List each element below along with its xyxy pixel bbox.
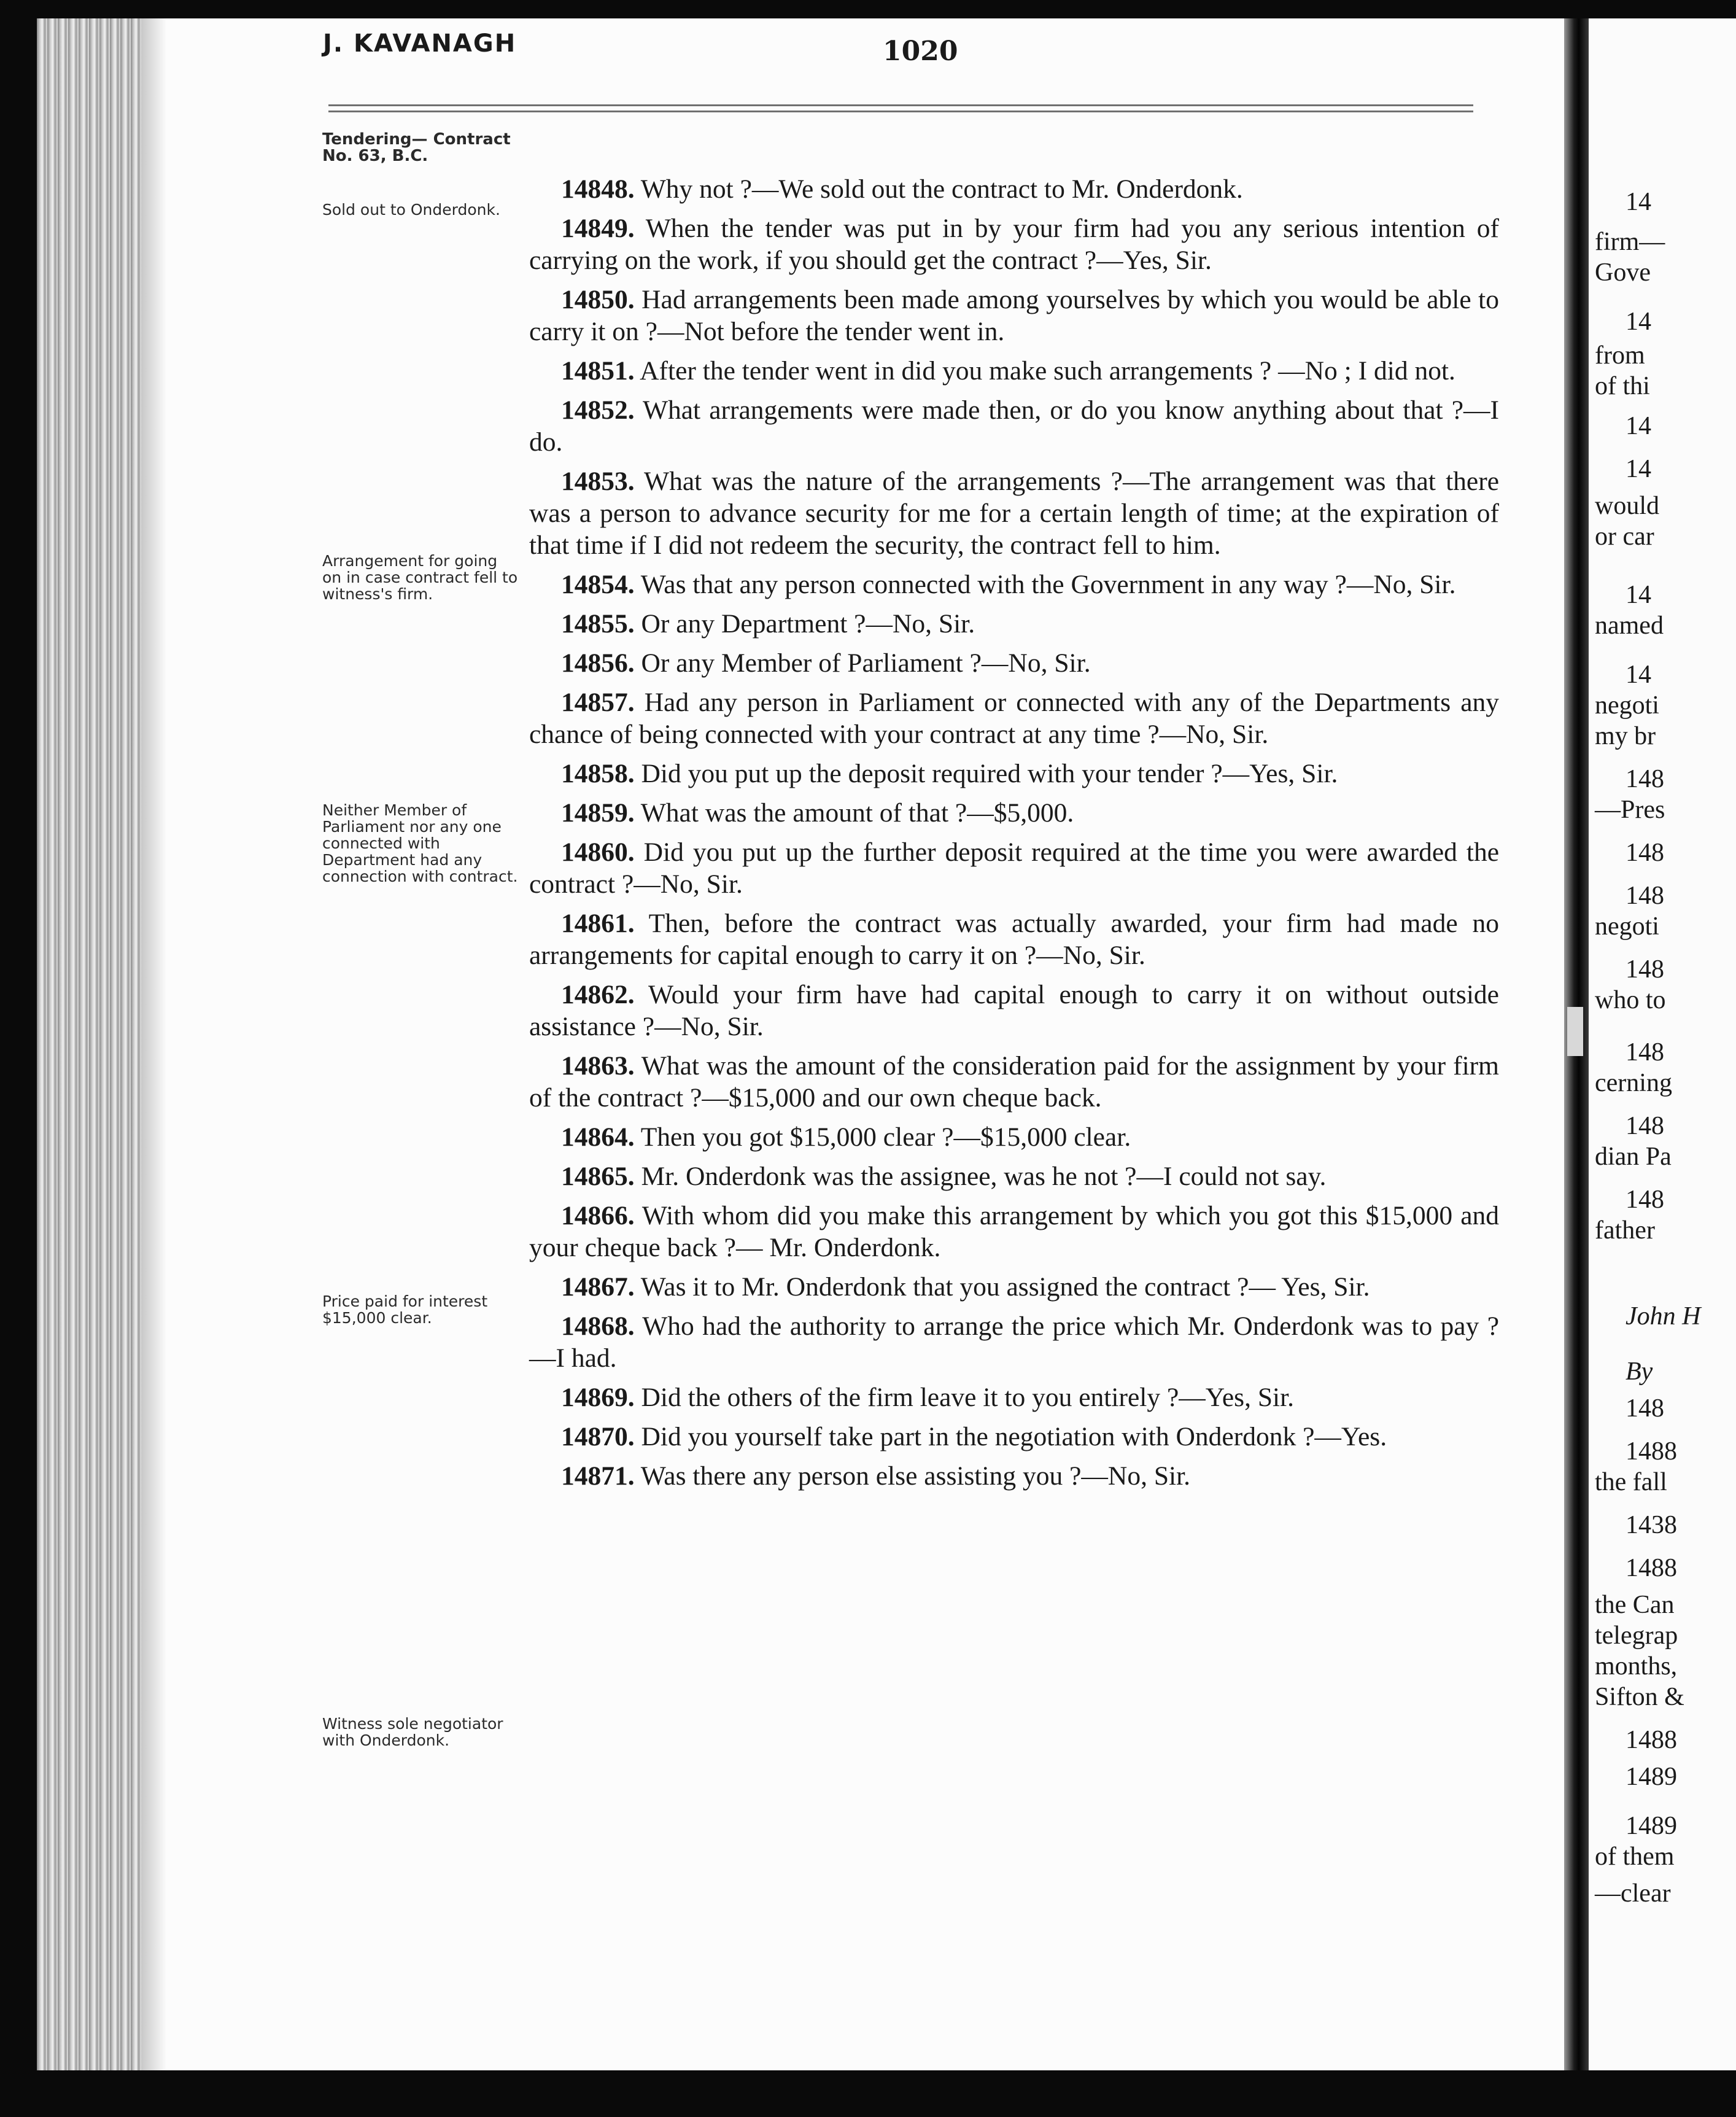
question-paragraph [529,836,1499,900]
facing-page-fragment: the fall [1595,1468,1667,1496]
question-text: With whom did you make this arrangement by which you got this $15,000 and your cheque back ?— Mr. Onderdonk. [529,1201,1499,1262]
question-paragraph [529,686,1499,750]
facing-page-fragment: who to [1595,986,1666,1014]
question-text: Or any Department ?—No, Sir. [641,609,975,639]
question-text: Did you put up the further deposit required at the time you were awarded the contract ?—No, Sir. [529,837,1499,899]
question-paragraph [529,1050,1499,1114]
running-head: J. KAVANAGH [323,29,517,58]
facing-page-fragment: negoti [1595,691,1659,720]
facing-page-fragment: —clear [1595,1879,1671,1908]
facing-page-fragment: 148 [1626,882,1664,910]
facing-page-fragment: 148 [1626,765,1664,793]
facing-page-fragment: 14 [1626,661,1651,689]
facing-page-fragment: 1488 [1626,1726,1677,1754]
gutter-highlight [1567,1007,1583,1056]
facing-page-fragment: 14 [1626,412,1651,440]
facing-page [1589,18,1736,2070]
facing-page-fragment: the Can [1595,1591,1675,1619]
question-text: Would your firm have had capital enough to carry it on without outside assistance ?—No, Sir. [529,980,1499,1041]
question-paragraph [529,355,1499,387]
question-number: 14870. [561,1422,635,1451]
page-edges [37,18,141,2070]
question-text: Did you put up the deposit required with your tender ?—Yes, Sir. [641,759,1338,788]
side-note-sole-negotiator: Witness sole negotiator with Onderdonk. [322,1715,503,1749]
side-note-price-paid: Price paid for interest $15,000 clear. [322,1292,488,1327]
question-paragraph [529,608,1499,640]
question-paragraph [529,1381,1499,1413]
question-number: 14865. [561,1162,635,1191]
question-number: 14850. [561,285,635,314]
facing-page-fragment: 14 [1626,455,1651,483]
question-text: What was the amount of the consideration paid for the assignment by your firm of the contract ?—$15,000 and our own cheque back. [529,1051,1499,1113]
question-text: Was there any person else assisting you ?—No, Sir. [640,1461,1191,1491]
facing-page-fragment: 14 [1626,308,1651,336]
question-number: 14856. [561,648,635,678]
question-text: Why not ?—We sold out the contract to Mr. Onderdonk. [640,174,1243,204]
scan-border-bottom [0,2070,1736,2117]
question-text: After the tender went in did you make such arrangements ? —No ; I did not. [640,356,1455,386]
question-number: 14863. [561,1051,635,1081]
facing-page-fragment: of thi [1595,372,1650,400]
header-rule-secondary [328,111,1473,112]
question-text: Mr. Onderdonk was the assignee, was he not ?—I could not say. [641,1162,1327,1191]
question-paragraph [529,1421,1499,1453]
question-text: What was the nature of the arrangements ?—The arrangement was that there was a person to advance security for me for a certain length of time; at the expiration of that time if I did not redeem the security, the contract fell to him. [529,467,1500,560]
question-paragraph [529,1310,1499,1374]
question-number: 14866. [561,1201,635,1230]
side-note-sold-out: Sold out to Onderdonk. [322,201,500,219]
question-paragraph [529,797,1499,829]
facing-page-fragment: cerning [1595,1069,1672,1097]
facing-page-fragment: 1489 [1626,1763,1677,1791]
question-number: 14871. [561,1461,635,1491]
question-number: 14864. [561,1122,635,1152]
header-rule [328,104,1473,106]
facing-page-fragment: from [1595,341,1645,370]
question-paragraph [529,758,1499,790]
question-number: 14853. [561,467,635,496]
question-number: 14860. [561,837,635,867]
question-number: 14849. [561,214,635,243]
question-paragraph [529,284,1499,348]
facing-page-fragment: father [1595,1216,1655,1245]
question-text: Was it to Mr. Onderdonk that you assigned the contract ?— Yes, Sir. [640,1272,1370,1302]
testimony-body [529,173,1499,1499]
question-paragraph [529,1460,1499,1492]
facing-page-fragment: 148 [1626,955,1664,984]
question-text: What arrangements were made then, or do you know anything about that ?—I do. [529,395,1500,457]
facing-page-fragment: 1438 [1626,1511,1677,1539]
question-number: 14867. [561,1272,635,1302]
question-number: 14857. [561,688,635,717]
facing-page-fragment: firm— [1595,228,1665,256]
question-text: Had arrangements been made among yourselves by which you would be able to carry it on ?—Not before the tender went in. [529,285,1499,346]
question-number: 14852. [561,395,635,425]
question-paragraph [529,465,1499,561]
question-paragraph [529,569,1499,600]
facing-page-fragment: 1489 [1626,1812,1677,1840]
facing-page-fragment: 148 [1626,839,1664,867]
question-text: Had any person in Parliament or connected with any of the Departments any chance of being connected with your contract at any time ?—No, Sir. [529,688,1500,749]
question-number: 14862. [561,980,635,1009]
question-text: When the tender was put in by your firm had you any serious intention of carrying on the work, if you should get the contract ?—Yes, Sir. [529,214,1499,275]
facing-page-fragment: By [1626,1358,1653,1386]
question-number: 14861. [561,909,635,938]
question-text: Or any Member of Parliament ?—No, Sir. [641,648,1091,678]
facing-page-fragment: 148 [1626,1112,1664,1140]
scan-border-left [0,0,37,2117]
question-paragraph [529,1121,1499,1153]
facing-page-fragment: 1488 [1626,1437,1677,1466]
question-text: Then, before the contract was actually awarded, your firm had made no arrangements for capital enough to carry it on ?—No, Sir. [529,909,1499,970]
facing-page-fragment: 14 [1626,188,1651,216]
question-paragraph [529,907,1499,971]
question-text: Was that any person connected with the Government in any way ?—No, Sir. [640,570,1456,599]
question-number: 14858. [561,759,635,788]
question-paragraph [529,1271,1499,1303]
facing-page-fragment: John H [1626,1302,1701,1330]
facing-page-fragment: —Pres [1595,796,1665,824]
facing-page-fragment: named [1595,612,1664,640]
question-paragraph [529,979,1499,1043]
question-number: 14851. [561,356,635,386]
facing-page-fragment: dian Pa [1595,1143,1672,1171]
facing-page-fragment: of them [1595,1843,1675,1871]
facing-page-fragment: 1488 [1626,1554,1677,1582]
question-text: Who had the authority to arrange the price which Mr. Onderdonk was to pay ?—I had. [529,1311,1500,1373]
facing-page-fragment: negoti [1595,912,1659,941]
question-paragraph [529,173,1499,205]
question-paragraph [529,212,1499,276]
side-note-tendering: Tendering— Contract No. 63, B.C. [322,130,511,165]
question-text: Then you got $15,000 clear ?—$15,000 clear. [640,1122,1131,1152]
facing-page-fragment: 148 [1626,1038,1664,1066]
scan-border-top [0,0,1736,18]
question-paragraph [529,1200,1499,1264]
facing-page-fragment: my br [1595,722,1656,750]
question-text: Did the others of the firm leave it to you entirely ?—Yes, Sir. [641,1383,1295,1412]
facing-page-fragment: or car [1595,522,1654,551]
question-number: 14848. [561,174,635,204]
question-paragraph [529,1160,1499,1192]
side-note-arrangement: Arrangement for going on in case contract fell to witness's firm. [322,552,518,603]
question-number: 14869. [561,1383,635,1412]
question-number: 14859. [561,798,635,828]
facing-page-fragment: Sifton & [1595,1683,1684,1711]
question-text: What was the amount of that ?—$5,000. [640,798,1074,828]
facing-page-fragment: 148 [1626,1186,1664,1214]
facing-page-fragment: Gove [1595,258,1651,287]
facing-page-fragment: would [1595,492,1659,520]
facing-page-fragment: 14 [1626,581,1651,609]
facing-page-fragment: telegrap [1595,1622,1678,1650]
question-paragraph [529,647,1499,679]
page-edge-shadow [141,18,166,2070]
facing-page-fragment: 148 [1626,1394,1664,1423]
question-number: 14855. [561,609,635,639]
page-number: 1020 [883,36,958,67]
facing-page-fragment: months, [1595,1652,1678,1680]
side-note-no-member: Neither Member of Parliament nor any one connected with Department had any connection with contract. [322,801,518,885]
question-text: Did you yourself take part in the negotiation with Onderdonk ?—Yes. [641,1422,1387,1451]
question-number: 14854. [561,570,635,599]
question-paragraph [529,394,1499,458]
question-number: 14868. [561,1311,635,1341]
